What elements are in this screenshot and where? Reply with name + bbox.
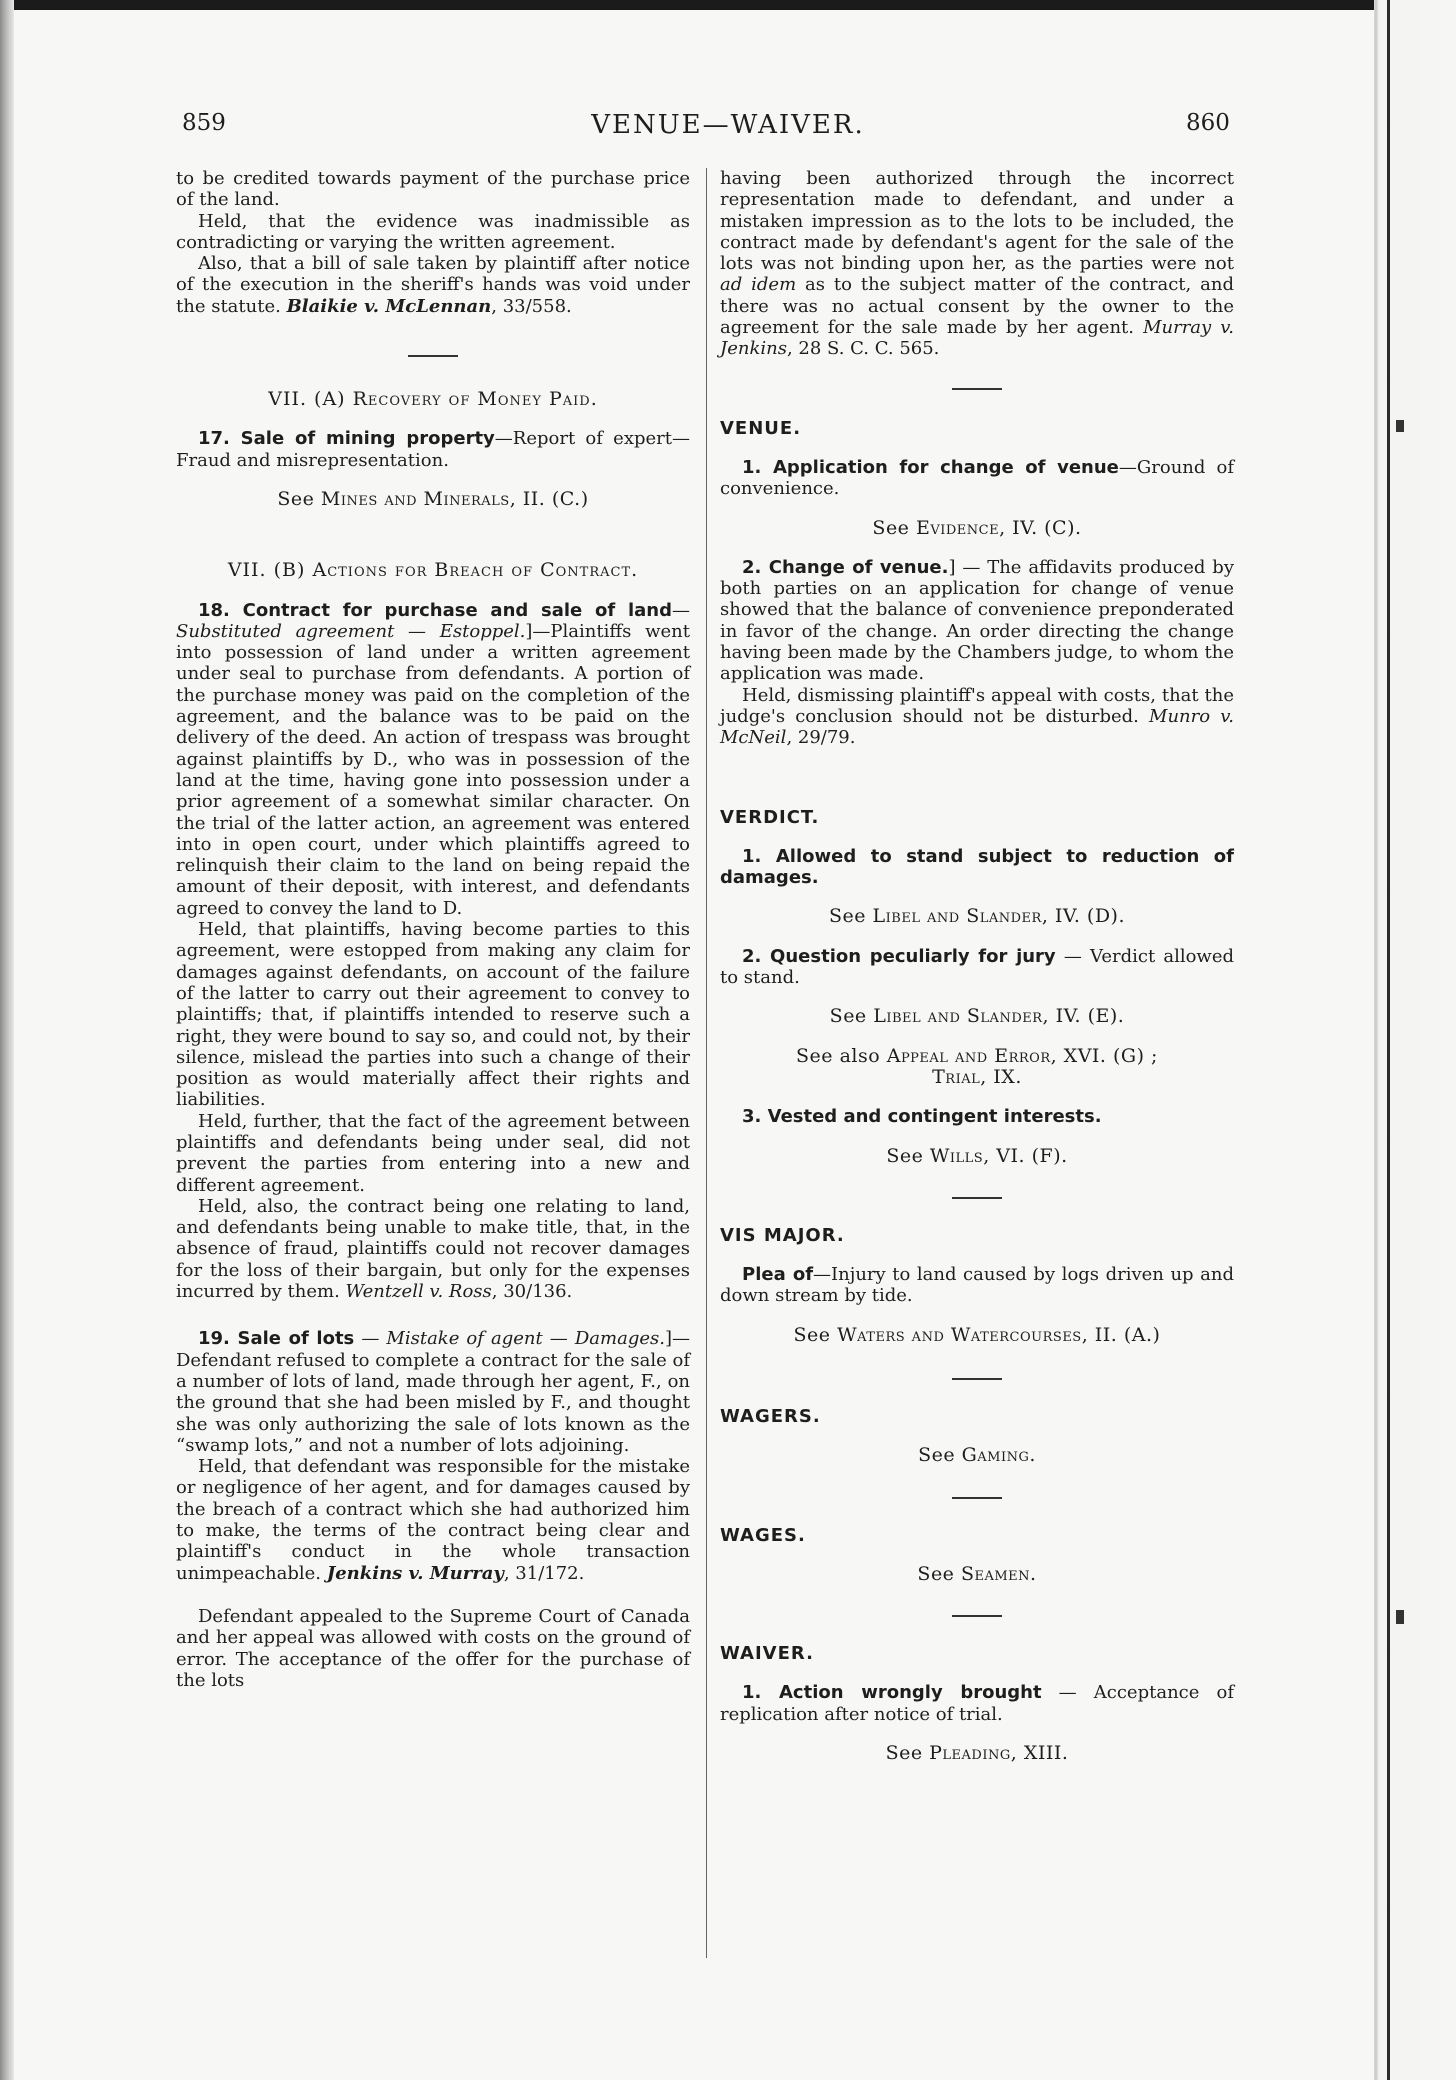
reference: Libel and Slander, IV. (E). [873, 1005, 1125, 1028]
entry-title: 1. Application for change of venue [742, 456, 1119, 478]
heading-venue: VENUE. [720, 417, 802, 439]
cross-reference [720, 1445, 1234, 1466]
entry-title: Plea of [742, 1264, 814, 1286]
verdict-entry-2 [720, 946, 1234, 989]
waiver-entry-1 [720, 1682, 1234, 1725]
cross-reference [720, 1325, 1234, 1346]
edge-mark [1396, 1610, 1404, 1624]
section-rule [952, 1615, 1002, 1617]
section-rule [952, 1197, 1002, 1199]
verdict-entry-1 [720, 846, 1234, 889]
cross-reference [176, 489, 690, 510]
entry-title: 17. Sale of mining property [198, 428, 495, 450]
section-rule [952, 1378, 1002, 1380]
section-rule [408, 355, 458, 357]
citation: , 29/79. [786, 727, 856, 749]
venue-entry-1 [720, 457, 1234, 500]
heading-wagers: WAGERS. [720, 1405, 821, 1427]
heading-verdict: VERDICT. [720, 806, 820, 828]
see-prefix: See also [796, 1044, 887, 1067]
section-rule [952, 1497, 1002, 1499]
paragraph: Held, that the evidence was inadmissible as contradicting or varying the written agreement. [176, 210, 690, 253]
paragraph [720, 685, 1234, 749]
paragraph-text: having been authorized through the incorrect representation made to defendant, and under a mistaken impression as to the lots to be included, the contract made by defendant's agent for the sale of the lots was not binding upon her, as the parties were not [720, 168, 1234, 275]
reference: Trial, IX. [932, 1065, 1022, 1088]
case-name: Jenkins v. Murray [326, 1562, 504, 1584]
entry-title: 3. Vested and contingent interests. [742, 1106, 1102, 1128]
reference: Appeal and Error, XVI. (G) [886, 1044, 1145, 1067]
see-prefix: See [793, 1323, 838, 1346]
entry-text: —Ground of convenience. [720, 456, 1234, 500]
section-heading: VII. (B) Actions for Breach of Contract. [227, 559, 639, 582]
case-name: Blaikie v. McLennan [286, 295, 492, 317]
reference: Libel and Slander, IV. (D). [872, 905, 1125, 928]
paragraph-text: Held, dismissing plaintiff's appeal with costs, that the judge's conclusion should not be disturbed. [720, 684, 1234, 727]
case-name: Wentzell v. Ross [345, 1281, 492, 1303]
paragraph: Defendant appealed to the Supreme Court of Canada and her appeal was allowed with costs on the ground of error. The acceptance of the offer for the purchase of the lots [176, 1605, 690, 1691]
verdict-entry-3 [720, 1106, 1234, 1127]
see-prefix: See [277, 487, 321, 510]
citation: , 30/136. [491, 1281, 573, 1303]
paragraph-text: Also, that a bill of sale taken by plaintiff after notice of the execution in the sheriff's hands was void under the statute. [176, 253, 690, 317]
section-heading: VII. (A) Recovery of Money Paid. [268, 388, 598, 411]
reference: Seamen. [960, 1562, 1037, 1585]
paragraph: Held, further, that the fact of the agreement between plaintiffs and defendants being under seal, did not prevent the parties from entering into a new and different agreement. [176, 1110, 690, 1196]
entry-text: — Verdict allowed to stand. [720, 945, 1234, 989]
entry-17 [176, 428, 690, 471]
citation: , 28 S. C. C. 565. [786, 338, 940, 360]
entry-text: —Report of expert—Fraud and misrepresentation. [176, 428, 690, 471]
scan-top-edge [0, 0, 1456, 10]
see-prefix: See [829, 1005, 874, 1028]
edge-mark [1396, 420, 1404, 432]
entry-text: ]—Plaintiffs went into possession of land under a written agreement under seal to purchase from defendants. A portion of the purchase money was paid on the completion of the agreement, and the balance was to be paid on the delivery of the deed. An action of trespass was brought against plaintiffs by D., who was in possession of the land at the time, having gone into possession under a prior agreement of a somewhat similar character. On the trial of the latter action, an agreement was entered into in open court, under which plaintiffs agreed to relinquish their claim to the land on being repaid the amount of their deposit, with interest, and defendants agreed to convey the land to D. [176, 620, 690, 919]
reference: Evidence, IV. (C). [915, 516, 1082, 539]
entry-subtitle: —Substituted agreement — Estoppel. [176, 599, 690, 642]
book-spine-edge [0, 0, 14, 2080]
see-prefix: See [872, 516, 916, 539]
see-prefix: See [886, 1144, 930, 1167]
entry-title: 2. Change of venue. [742, 556, 949, 578]
paragraph: Held, that plaintiffs, having become parties to this agreement, were estopped from making any claim for damages against defendants, on account of the failure of the latter to carry out their agreement to convey to plaintiffs; that, if plaintiffs intended to reserve such a right, they were bound to say so, and could not, by their silence, mislead the parties into such a change of their position as would materially affect their rights and liabilities. [176, 919, 690, 1111]
cross-reference [720, 518, 1234, 539]
cross-reference [720, 906, 1234, 927]
running-head: VENUE—WAIVER. [591, 110, 865, 140]
paragraph: to be credited towards payment of the purchase price of the land. [176, 168, 690, 211]
see-prefix: See [828, 905, 873, 928]
entry-text: ]—Defendant refused to complete a contract for the sale of a number of lots of land, made through her agent, F., on the ground that she had been misled by F., and thought she was only authorizing the sale of lots known as the “swamp lots,” and not a number of lots adjoining. [176, 1328, 691, 1456]
paragraph-text: Held, also, the contract being one relating to land, and defendants being unable to make title, that, in the absence of fraud, plaintiffs could not recover damages for the loss of their bargain, but only for the expenses incurred by them. [176, 1195, 690, 1303]
heading-vis-major: VIS MAJOR. [720, 1224, 845, 1246]
page-number-left: 859 [182, 110, 226, 136]
section-rule [952, 388, 1002, 390]
reference: Waters and Watercourses, II. (A.) [837, 1323, 1161, 1346]
see-prefix: See [885, 1742, 930, 1765]
cross-reference [720, 1743, 1234, 1764]
cross-reference-see-also [720, 1046, 1234, 1089]
entry-text: — Acceptance of replication after notice of trial. [720, 1682, 1234, 1725]
entry-text: ] — The affidavits produced by both parties on an application for change of venue showed that the balance of convenience preponderated in favor of the change. An order directing the change having been made by the Chambers judge, to whom the application was made. [720, 556, 1234, 685]
paragraph [720, 168, 1234, 360]
column-divider [706, 168, 707, 1958]
see-prefix: See [918, 1444, 962, 1467]
reference: Wills, VI. (F). [929, 1144, 1068, 1167]
venue-entry-2 [720, 557, 1234, 685]
paragraph [176, 1456, 690, 1584]
left-column [176, 168, 690, 1691]
reference: Mines and Minerals, II. (C.) [320, 487, 589, 510]
citation: , 31/172. [503, 1562, 585, 1584]
right-column [720, 168, 1234, 1764]
cross-reference [720, 1564, 1234, 1585]
entry-19 [176, 1328, 690, 1456]
paragraph-text: as to the subject matter of the contract, and there was no actual consent by the owner to the agreement for the sale made by her agent. [720, 274, 1234, 339]
see-prefix: See [917, 1562, 961, 1585]
separator: ; [1144, 1044, 1158, 1067]
entry-text: —Injury to land caused by logs driven up and down stream by tide. [720, 1264, 1234, 1307]
entry-title: 19. Sale of lots [198, 1328, 355, 1350]
reference: Gaming. [961, 1444, 1036, 1467]
vis-major-entry [720, 1264, 1234, 1307]
entry-subtitle: — Mistake of agent — Damages. [354, 1328, 665, 1350]
entry-18 [176, 600, 690, 919]
page-edge-line [1387, 0, 1390, 2080]
entry-title: 2. Question peculiarly for jury [742, 945, 1056, 967]
cross-reference [720, 1146, 1234, 1167]
paragraph-text: Held, that defendant was responsible for the mistake or negligence of her agent, and for damages caused by the breach of a contract which she had authorized him to make, the terms of the contract being clear and plaintiff's conduct in the whole transaction unimpeachable. [176, 1456, 690, 1584]
heading-waiver: WAIVER. [720, 1643, 814, 1665]
paragraph [176, 253, 690, 317]
case-name: Munro v. McNeil [720, 705, 1234, 749]
entry-title: 1. Allowed to stand subject to reduction of damages. [720, 845, 1234, 889]
paragraph [176, 1196, 690, 1302]
latin-term: ad idem [720, 274, 797, 296]
heading-wages: WAGES. [720, 1524, 806, 1546]
page-number-right: 860 [1186, 110, 1230, 136]
case-name: Murray v. Jenkins [720, 317, 1235, 360]
cross-reference [720, 1006, 1234, 1027]
entry-title: 1. Action wrongly brought [742, 1682, 1042, 1704]
entry-title: 18. Contract for purchase and sale of land [198, 599, 672, 621]
reference: Pleading, XIII. [929, 1742, 1069, 1765]
citation: , 33/558. [491, 295, 572, 317]
